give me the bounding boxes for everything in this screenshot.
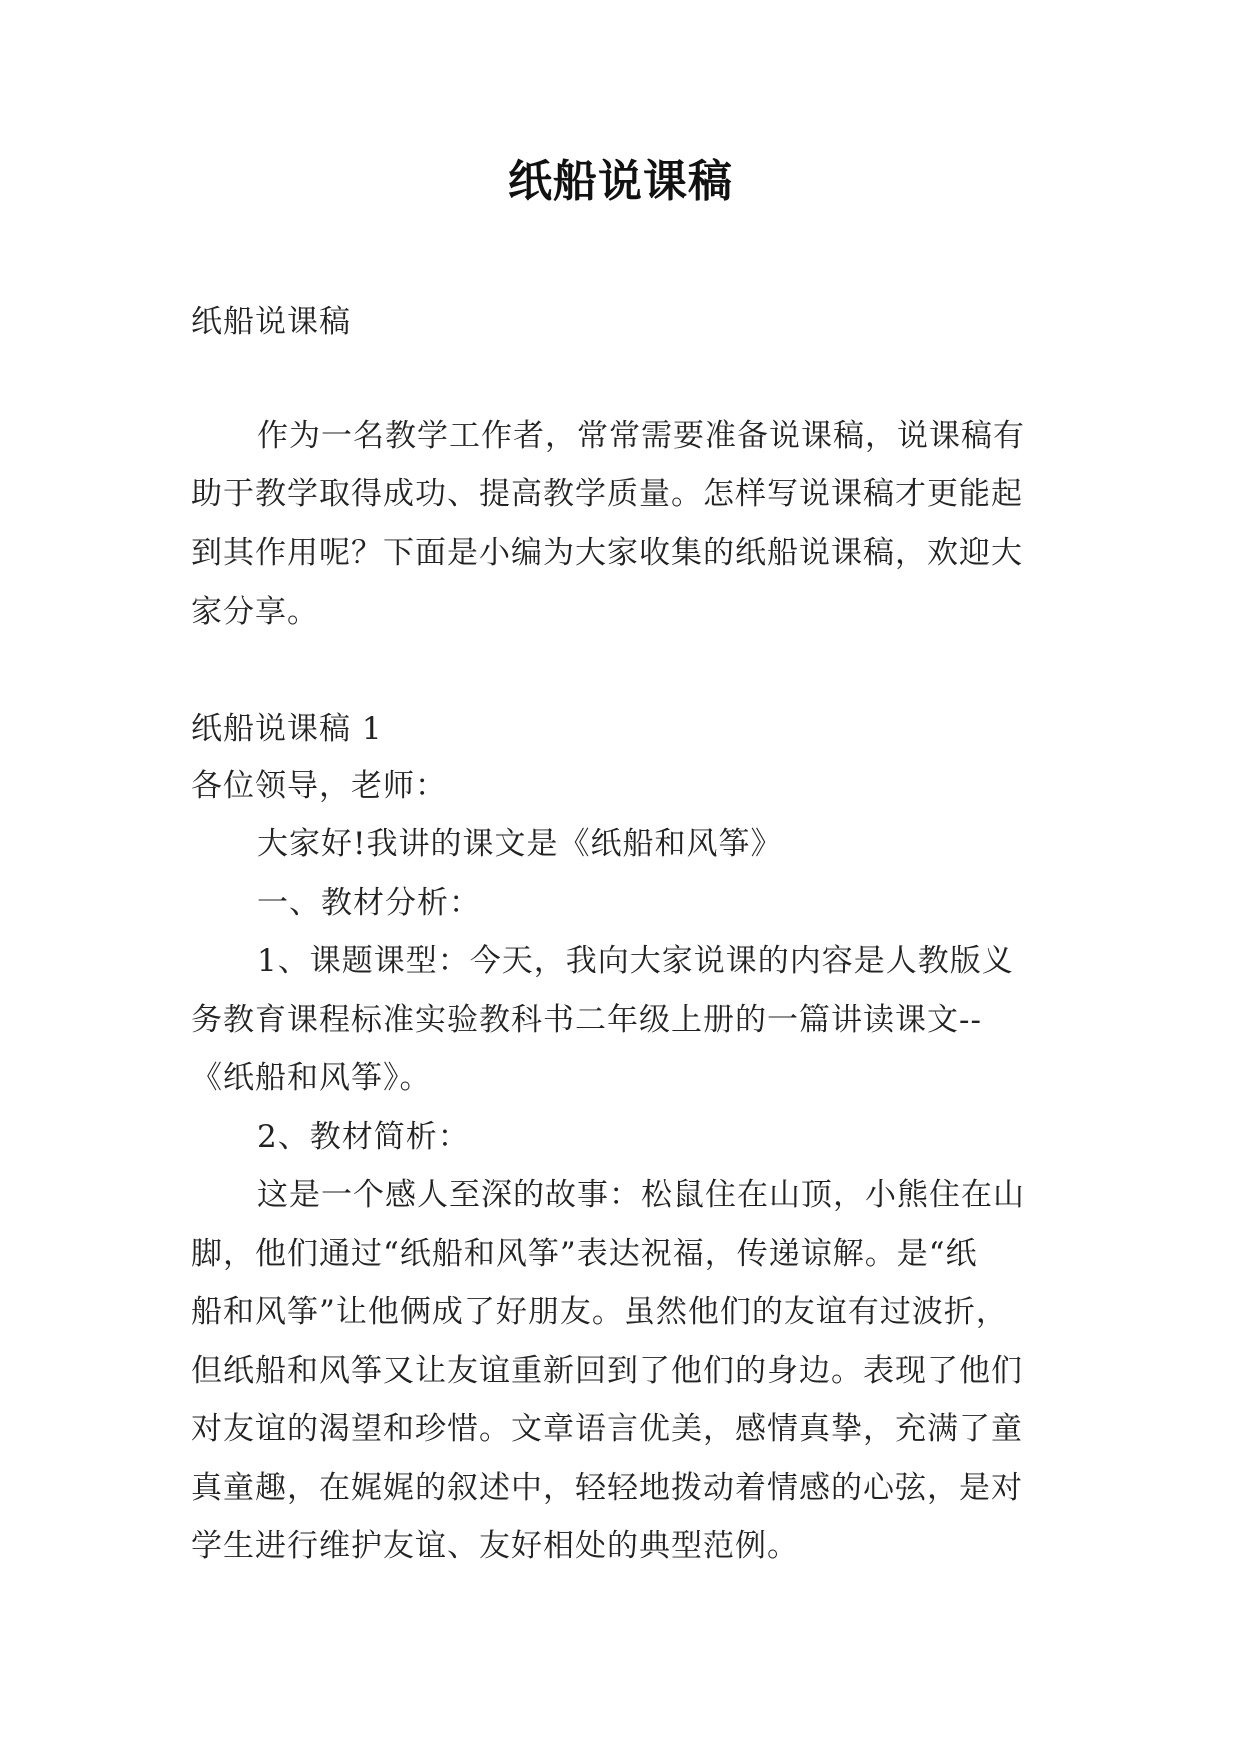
paragraph-line: 《纸船和风筝》。 [191, 1060, 432, 1096]
paragraph-line: 对友谊的渴望和珍惜。文章语言优美，感情真挚，充满了童 [191, 1411, 1023, 1447]
paragraph-line: 这是一个感人至深的故事：松鼠住在山顶，小熊住在山 [257, 1177, 1025, 1213]
paragraph-line: 务教育课程标准实验教科书二年级上册的一篇讲读课文-- [191, 1002, 982, 1038]
greeting-text: 各位领导，老师： [191, 768, 447, 804]
intro-line: 家分享。 [191, 594, 319, 630]
intro-line: 到其作用呢？下面是小编为大家收集的纸船说课稿，欢迎大 [191, 535, 1023, 571]
paragraph-line: 1、课题课型：今天，我向大家说课的内容是人教版义 [257, 943, 1014, 979]
paragraph-line: 脚，他们通过“纸船和风筝”表达祝福，传递谅解。是“纸 [191, 1236, 978, 1272]
paragraph-line: 船和风筝”让他俩成了好朋友。虽然他们的友谊有过波折， [191, 1294, 1008, 1330]
section-heading: 一、教材分析： [257, 885, 481, 921]
hello-text: 大家好!我讲的课文是《纸船和风筝》 [257, 826, 783, 862]
paragraph-line: 学生进行维护友谊、友好相处的典型范例。 [191, 1528, 799, 1564]
section-title: 纸船说课稿 1 [191, 711, 383, 747]
paragraph-line: 真童趣，在娓娓的叙述中，轻轻地拨动着情感的心弦，是对 [191, 1470, 1023, 1506]
document-subtitle: 纸船说课稿 [191, 304, 351, 340]
section-heading: 2、教材简析： [257, 1119, 470, 1155]
intro-line: 作为一名教学工作者，常常需要准备说课稿，说课稿有 [257, 418, 1025, 454]
intro-line: 助于教学取得成功、提高教学质量。怎样写说课稿才更能起 [191, 476, 1023, 512]
paragraph-line: 但纸船和风筝又让友谊重新回到了他们的身边。表现了他们 [191, 1353, 1023, 1389]
document-title: 纸船说课稿 [508, 156, 733, 207]
